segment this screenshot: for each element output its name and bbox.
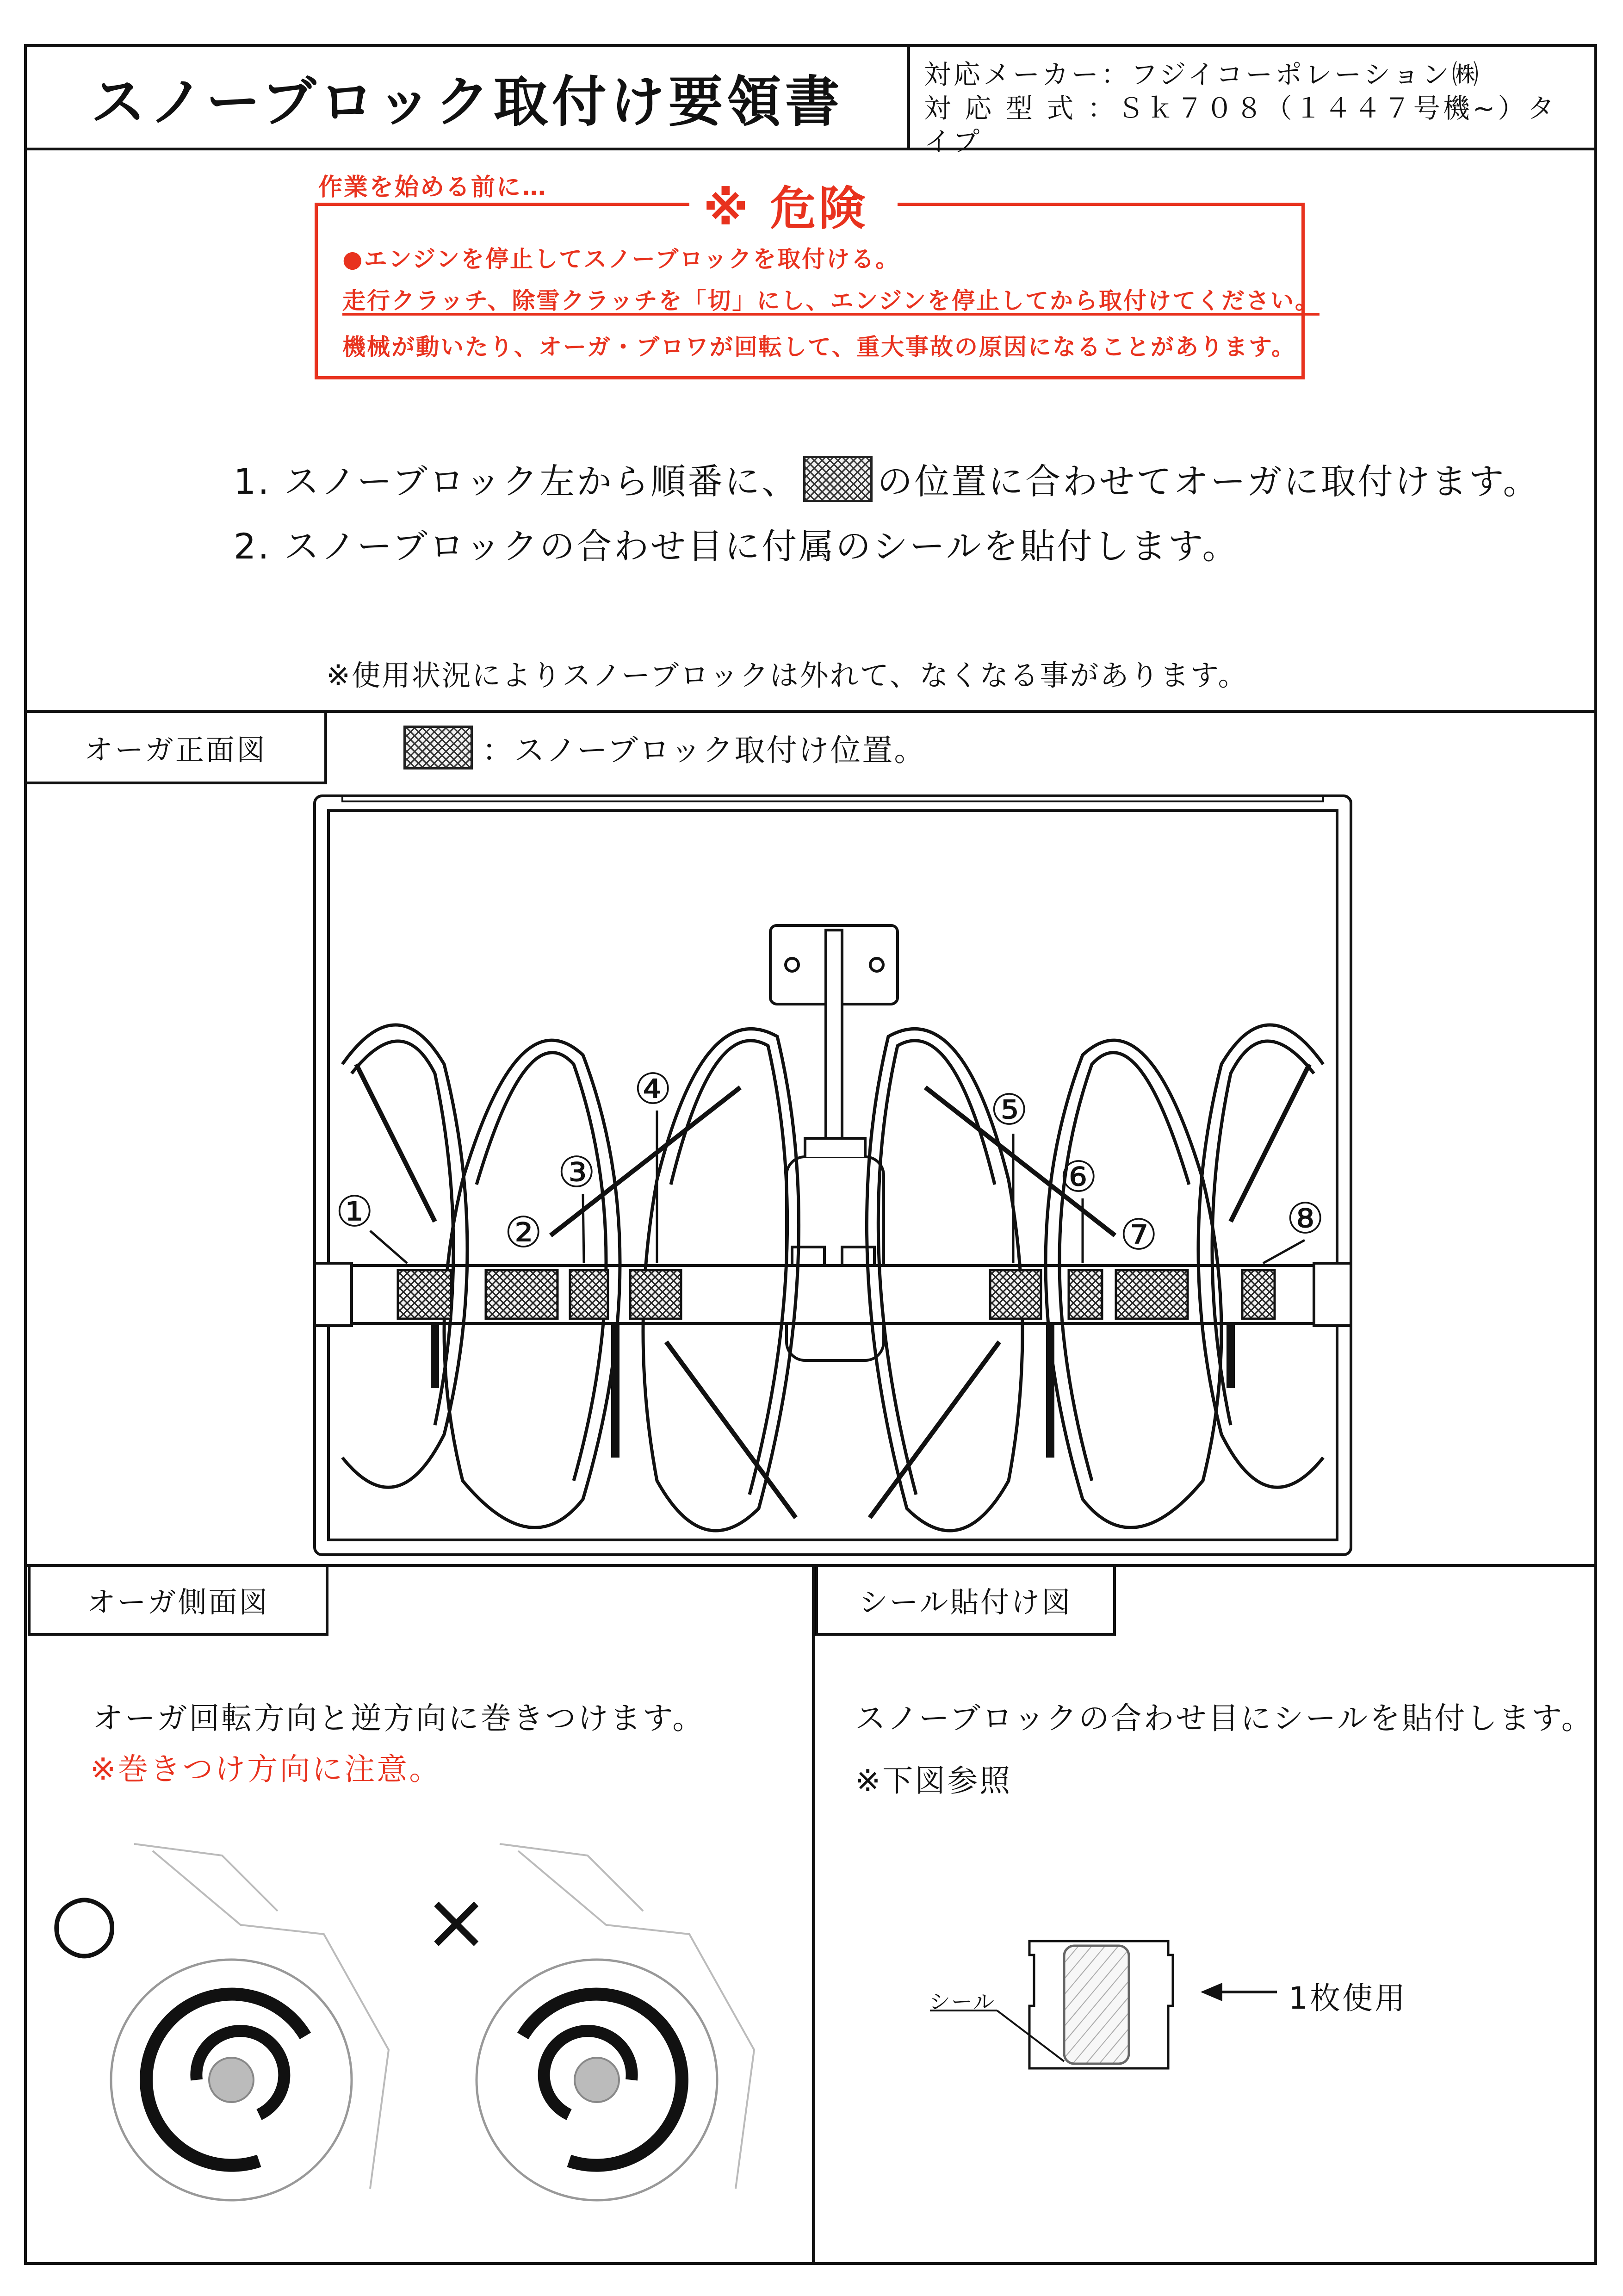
- side-text-1: オーガ回転方向と逆方向に巻きつけます。: [93, 1700, 705, 1736]
- marker-2: ②: [504, 1208, 543, 1257]
- seal-usage: 1枚使用: [1288, 1980, 1407, 2016]
- warning-line-2: 走行クラッチ、除雪クラッチを「切」にし、エンジンを停止してから取付けてください。: [342, 287, 1319, 314]
- step-1-lead: 1. スノーブロック左から順番に、: [234, 461, 799, 502]
- tab-seal-view-label: シール貼付け図: [859, 1585, 1072, 1619]
- side-text-2: ※巻きつけ方向に注意。: [90, 1751, 442, 1787]
- usage-note: ※使用状況によりスノーブロックは外れて、なくなる事があります。: [326, 658, 1248, 692]
- marker-7: ⑦: [1120, 1210, 1158, 1260]
- maker-line: 対応メーカー：フジイコーポレーション㈱: [924, 59, 1481, 90]
- marker-1: ①: [335, 1187, 374, 1236]
- marker-6: ⑥: [1059, 1152, 1098, 1202]
- ng-mark: ×: [423, 1876, 489, 1967]
- seal-text-2: ※下図参照: [855, 1763, 1012, 1799]
- marker-4: ④: [634, 1064, 672, 1114]
- tab-side-view-label: オーガ側面図: [87, 1585, 270, 1619]
- warning-line-3: 機械が動いたり、オーガ・ブロワが回転して、重大事故の原因になることがあります。: [342, 334, 1296, 360]
- warning-line-1: ●エンジンを停止してスノーブロックを取付ける。: [342, 246, 900, 273]
- marker-3: ③: [558, 1148, 596, 1197]
- marker-8: ⑧: [1286, 1194, 1325, 1243]
- seal-text-1: スノーブロックの合わせ目にシールを貼付します。: [855, 1700, 1594, 1736]
- warning-lead: 作業を始める前に…: [318, 174, 548, 201]
- seal-block: [1029, 1941, 1173, 2068]
- model-line: 対 応 型 式 ：Ｓｋ７０８（１４４７号機~）タイプ: [924, 92, 1557, 157]
- seal-label: シール: [929, 1989, 996, 2014]
- title-text: スノーブロック取付け要領書: [91, 70, 843, 134]
- legend-text: ：スノーブロック取付け位置。: [482, 732, 926, 768]
- marker-5: ⑤: [990, 1085, 1028, 1135]
- warning-heading: ※ 危険: [703, 181, 868, 236]
- step-1-tail: の位置に合わせてオーガに取付けます。: [877, 461, 1540, 502]
- step-2: 2. スノーブロックの合わせ目に付属のシールを貼付します。: [234, 526, 1239, 567]
- tab-front-view-label: オーガ正面図: [84, 732, 267, 767]
- ok-mark: ○: [50, 1876, 119, 1967]
